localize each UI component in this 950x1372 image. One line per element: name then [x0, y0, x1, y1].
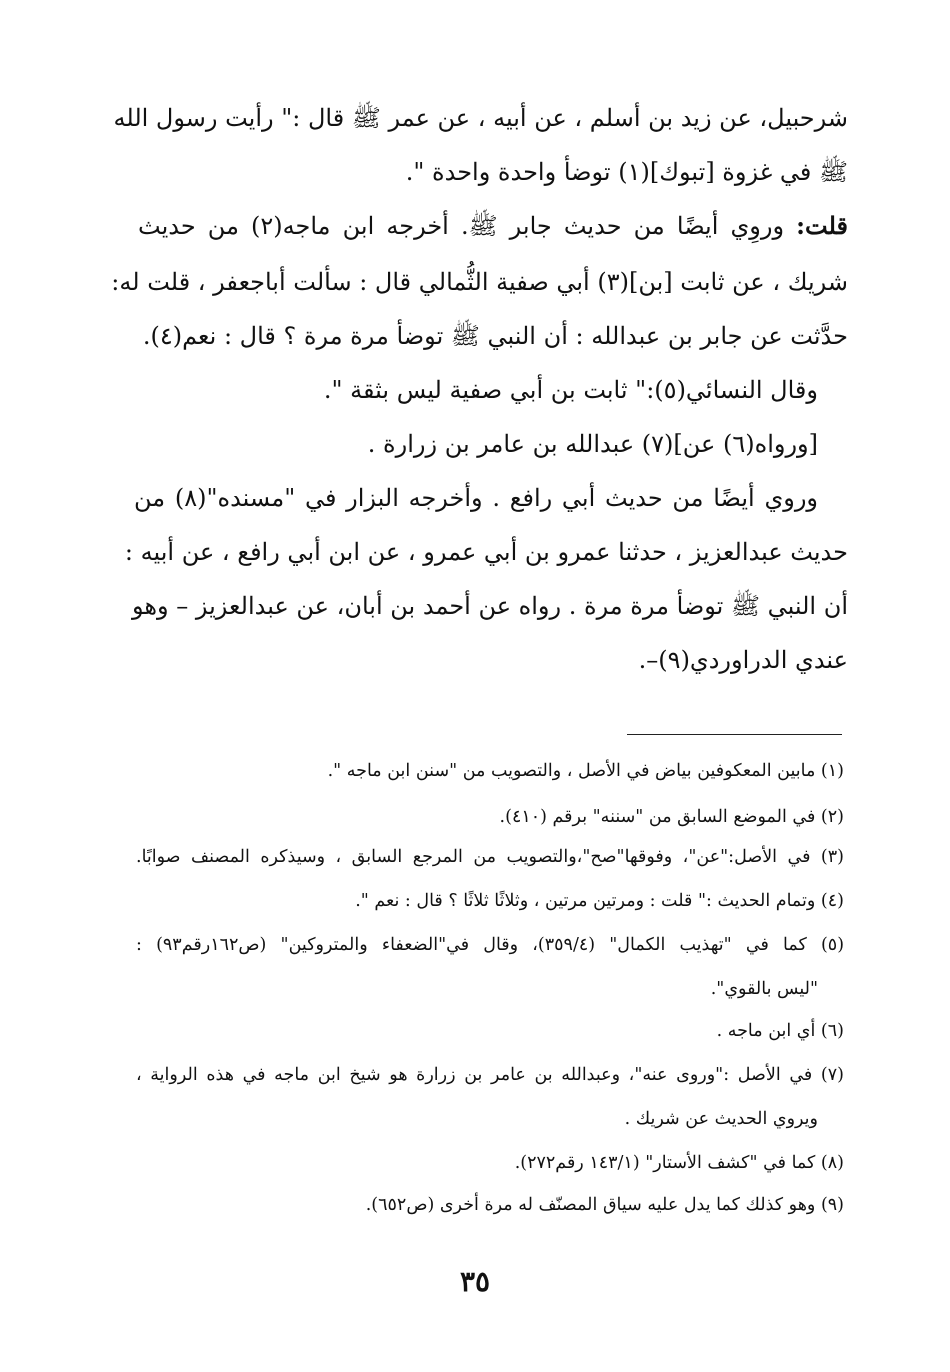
footnote-line: (٢) في الموضع السابق من "سننه" برقم (٤١٠).	[499, 807, 844, 827]
footnote-line: (٨) كما في "كشف الأستار" (١٤٣/١ رقم٢٧٢).	[514, 1153, 844, 1173]
body-line: أن النبي ﷺ توضأ مرة مرة . رواه عن أحمد بن أبان، عن عبدالعزيز – وهو	[131, 592, 848, 620]
body-line: عندي الدراوردي(٩)–.	[638, 646, 848, 674]
footnote-line: (٥) كما في "تهذيب الكمال" (٣٥٩/٤)، وقال في"الضعفاء والمتروكين" (ص١٦٢رقم٩٣) :	[136, 935, 845, 955]
body-line: ﷺ في غزوة [تبوك](١) توضأ واحدة واحدة ".	[405, 158, 848, 186]
body-line-text: وروِي أيضًا من حديث جابر ﷺ. أخرجه ابن ماجه(٢) من حديث	[138, 212, 785, 240]
body-line: حديث عبدالعزيز ، حدثنا عمرو بن أبي عمرو ، عن ابن أبي رافع ، عن أبيه :	[124, 538, 848, 566]
footnote-line: (٩) وهو كذلك كما يدل عليه سياق المصنّف له مرة أخرى (ص٦٥٢).	[365, 1195, 844, 1215]
body-line: شرحبيل، عن زيد بن أسلم ، عن أبيه ، عن عمر ﷺ قال :" رأيت رسول الله	[113, 104, 848, 132]
body-line: وقال النسائي(٥):" ثابت بن أبي صفية ليس بثقة ".	[323, 376, 818, 404]
footnote-separator	[627, 734, 842, 735]
footnote-line: (١) مابين المعكوفين بياض في الأصل ، والتصويب من "سنن ابن ماجه ".	[327, 761, 844, 781]
footnote-line: ويروي الحديث عن شريك .	[624, 1109, 818, 1129]
footnote-line: "ليس بالقوي".	[710, 979, 818, 999]
footnote-line: (٣) في الأصل:"عن"، وفوقها"صح"،والتصويب من المرجع السابق ، وسيذكره المصنف صوابًا.	[136, 847, 844, 867]
body-line-with-lead	[138, 206, 848, 246]
footnote-line: (٤) وتمام الحديث :" قلت : ومرتين مرتين ، وثلاثًا ثلاثًا ؟ قال : نعم ".	[355, 891, 844, 911]
body-line: [ورواه(٦) عن](٧) عبدالله بن عامر بن زرارة .	[367, 430, 818, 458]
body-line: شريك ، عن ثابت [بن](٣) أبي صفية الثُّمالي قال : سألت أباجعفر ، قلت له:	[111, 268, 848, 296]
body-line: حدَّثت عن جابر بن عبدالله : أن النبي ﷺ توضأ مرة مرة ؟ قال : نعم(٤).	[142, 322, 848, 350]
page-number: ٣٥	[459, 1265, 491, 1298]
lead-word: قلت:	[796, 211, 848, 240]
footnote-line: (٧) في الأصل :"وروى عنه"، وعبدالله بن عامر بن زرارة هو شيخ ابن ماجه في هذه الرواية ،	[136, 1065, 844, 1085]
body-line: وروي أيضًا من حديث أبي رافع . وأخرجه البزار في "مسنده"(٨) من	[134, 484, 818, 512]
footnote-line: (٦) أي ابن ماجه .	[716, 1021, 844, 1041]
